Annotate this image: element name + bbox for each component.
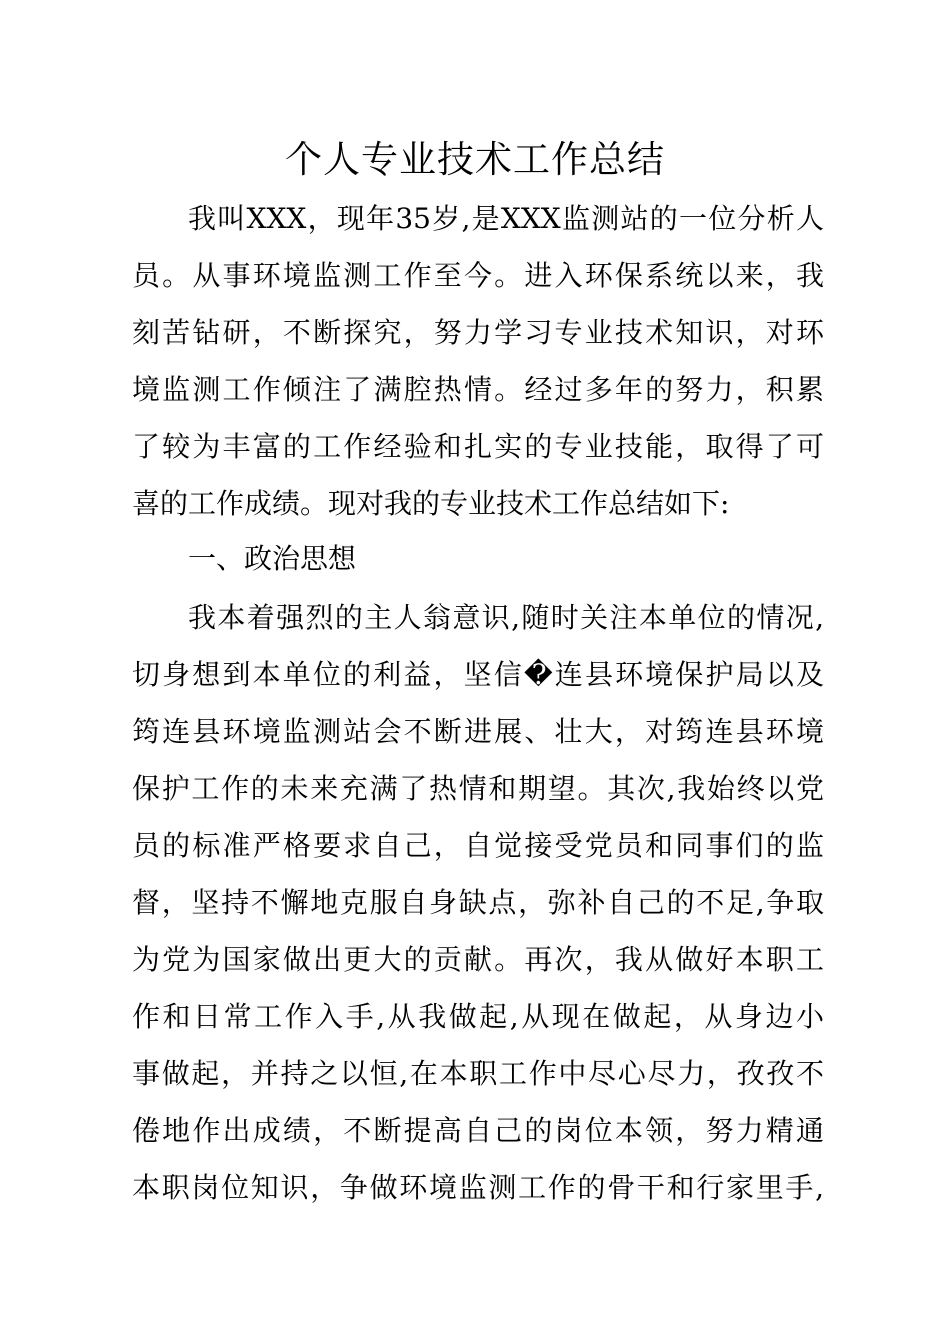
paragraph-line: 切身想到本单位的利益，坚信�连县环境保护局以及 — [132, 658, 824, 691]
paragraph-line: 作和日常工作入手,从我做起,从现在做起，从身边小 — [132, 1000, 824, 1033]
paragraph-line: 喜的工作成绩。现对我的专业技术工作总结如下: — [132, 487, 730, 520]
paragraph-line: 我叫XXX，现年35岁,是XXX监测站的一位分析人 — [188, 202, 824, 235]
paragraph-line: 刻苦钻研，不断探究，努力学习专业技术知识，对环 — [132, 316, 824, 349]
paragraph-line: 为党为国家做出更大的贡献。再次，我从做好本职工 — [132, 943, 824, 976]
paragraph-line: 倦地作出成绩，不断提高自己的岗位本领，努力精通 — [132, 1114, 824, 1147]
document-title: 个人专业技术工作总结 — [285, 138, 665, 181]
paragraph-line: 境监测工作倾注了满腔热情。经过多年的努力，积累 — [132, 373, 824, 406]
paragraph-line: 事做起，并持之以恒,在本职工作中尽心尽力，孜孜不 — [132, 1057, 824, 1090]
paragraph-line: 员。从事环境监测工作至今。进入环保系统以来，我 — [132, 259, 824, 292]
paragraph-line: 筠连县环境监测站会不断进展、壮大，对筠连县环境 — [132, 715, 824, 748]
paragraph-line: 我本着强烈的主人翁意识,随时关注本单位的情况, — [188, 601, 824, 634]
paragraph-line: 员的标准严格要求自己，自觉接受党员和同事们的监 — [132, 829, 824, 862]
section-heading: 一、政治思想 — [188, 542, 357, 575]
paragraph-line: 保护工作的未来充满了热情和期望。其次,我始终以党 — [132, 772, 824, 805]
paragraph-line: 督，坚持不懈地克服自身缺点，弥补自己的不足,争取 — [132, 886, 824, 919]
paragraph-line: 本职岗位知识，争做环境监测工作的骨干和行家里手, — [132, 1171, 824, 1204]
paragraph-line: 了较为丰富的工作经验和扎实的专业技能，取得了可 — [132, 430, 824, 463]
